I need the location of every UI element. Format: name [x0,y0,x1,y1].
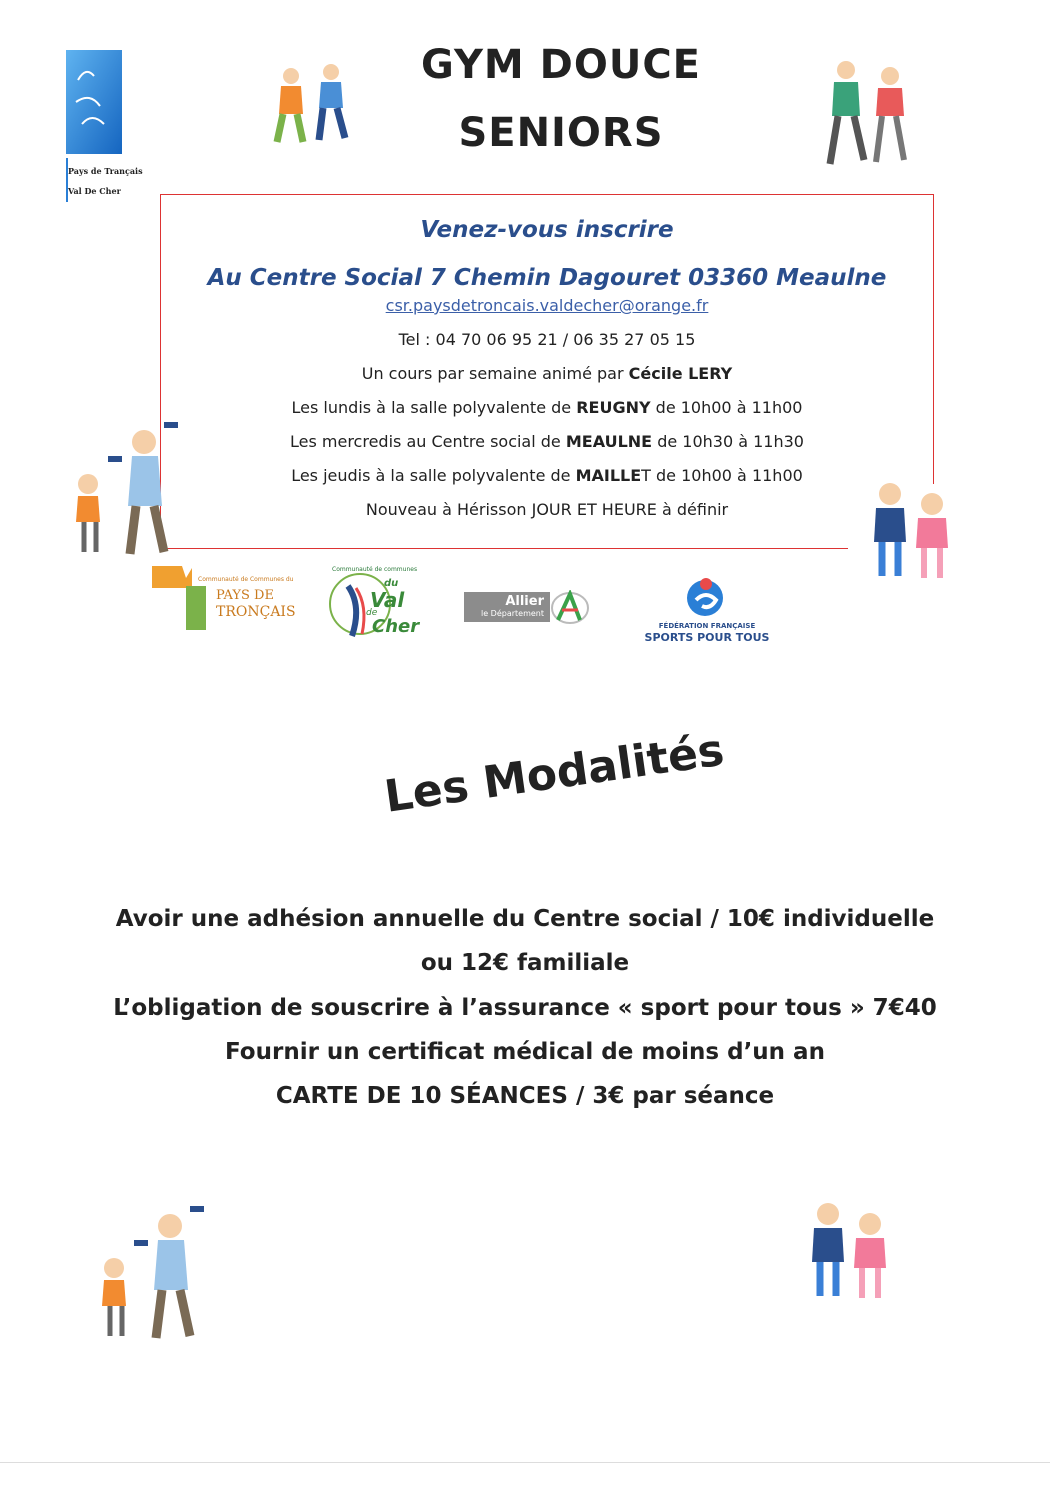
bottom-divider [0,1462,1050,1463]
val-de-cher-logo [326,566,420,642]
wednesday-prefix: Les mercredis au Centre social de [290,432,566,451]
seniors-couple-illustration [866,478,956,582]
monday-place: REUGNY [576,398,651,417]
troncais-name-1: PAYS DE [216,588,274,603]
frame-border-top [160,194,934,195]
ffspt-line2: SPORTS POUR TOUS [644,631,770,644]
seniors-exercise-illustration [70,418,186,560]
logo-subtitle-1: Pays de Trançais [68,166,143,176]
seniors-exercise-illustration-bottom [96,1202,212,1344]
logo-subtitle-2: Val De Cher [68,186,121,196]
pays-de-troncais-logo [150,564,296,634]
thursday-place-end: T [641,466,651,485]
val-de-cher-val: Val [370,588,405,612]
seniors-couple-illustration-bottom [804,1198,894,1302]
modalites-heading: Les Modalités [381,724,728,823]
val-de-cher-de: de [366,608,378,618]
val-de-cher-arc-text: Communauté de communes [332,566,418,573]
allier-name: Allier [505,594,544,609]
modalite-line-5: CARTE DE 10 SÉANCES / 3€ par séance [275,1083,775,1109]
instructor-name: Cécile LERY [628,364,733,383]
schedule-wednesday [160,432,934,451]
wednesday-place: MEAULNE [565,432,653,451]
monday-time: de 10h00 à 11h00 [650,398,803,417]
page-title-line1: GYM DOUCE [420,42,701,88]
course-prefix: Un cours par semaine animé par [361,364,629,383]
page-title-line2: SENIORS [458,110,664,156]
allier-subtitle: le Département [480,609,544,618]
thursday-place: MAILLE [575,466,642,485]
signup-heading: Venez-vous inscrire [420,217,674,243]
val-de-cher-du: du [384,578,399,589]
troncais-name-2: TRONÇAIS [216,604,296,620]
address-line: Au Centre Social 7 Chemin Dagouret 03360 Meaulne [207,265,887,291]
ffspt-logo [640,574,774,646]
val-de-cher-cher: Cher [372,616,420,637]
email-link[interactable]: csr.paysdetroncais.valdecher@orange.fr [385,296,709,315]
schedule-thursday [160,466,934,485]
seniors-jogging-illustration [822,58,922,170]
ffspt-line1: FÉDÉRATION FRANÇAISE [658,622,756,630]
monday-prefix: Les lundis à la salle polyvalente de [291,398,577,417]
modalite-line-1: Avoir une adhésion annuelle du Centre social / 10€ individuelle [115,906,935,932]
troncais-small-text: Communauté de Communes du [198,576,294,583]
frame-border-bottom [160,548,848,549]
schedule-monday [160,398,934,417]
thursday-prefix: Les jeudis à la salle polyvalente de [291,466,576,485]
modalite-line-3: L’obligation de souscrire à l’assurance « sport pour tous » 7€40 [113,995,937,1021]
wednesday-time: de 10h30 à 11h30 [652,432,804,451]
new-location-line: Nouveau à Hérisson JOUR ET HEURE à définir [365,500,729,519]
thursday-time: de 10h00 à 11h00 [650,466,803,485]
course-line [160,364,934,383]
phone-line: Tel : 04 70 06 95 21 / 06 35 27 05 15 [398,330,696,349]
modalite-line-4: Fournir un certificat médical de moins d’un an [225,1039,825,1065]
allier-departement-logo [464,590,592,626]
modalite-line-2: ou 12€ familiale [420,950,630,976]
